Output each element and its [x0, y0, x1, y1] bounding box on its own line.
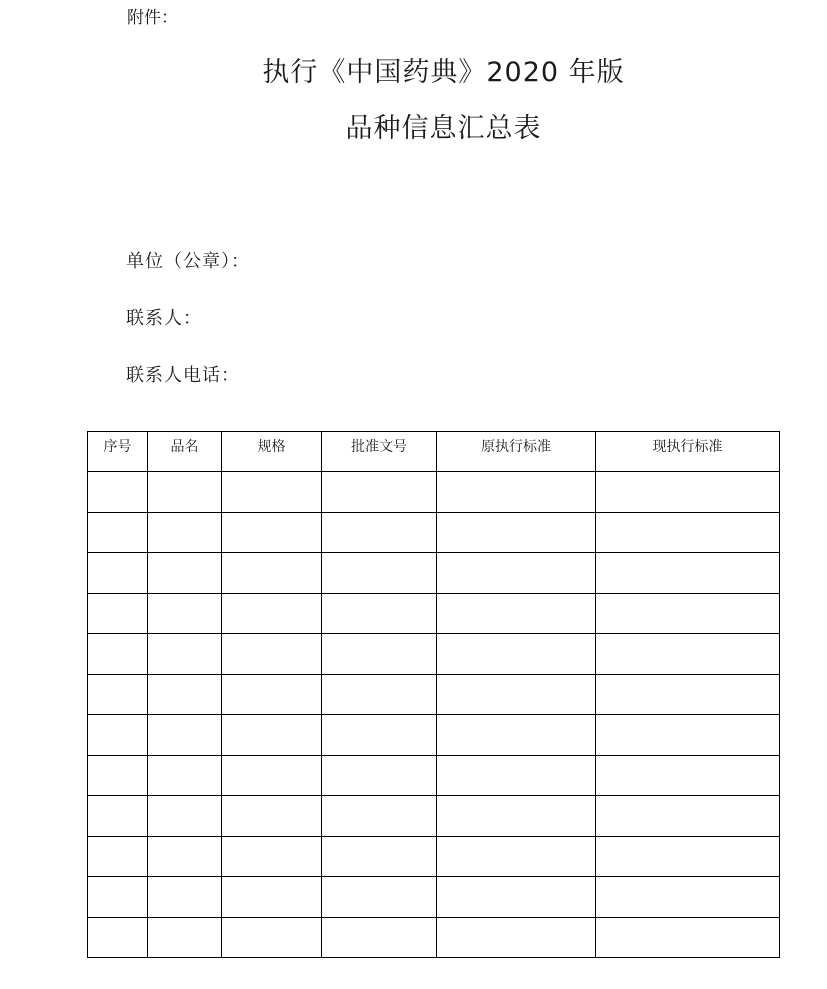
table-row: [88, 917, 780, 958]
header-product-name: 品名: [148, 432, 222, 472]
table-cell[interactable]: [148, 836, 222, 877]
table-cell[interactable]: [222, 553, 322, 594]
table-row: [88, 674, 780, 715]
table-cell[interactable]: [596, 877, 780, 918]
table-row: [88, 512, 780, 553]
table-cell[interactable]: [596, 715, 780, 756]
table-cell[interactable]: [222, 917, 322, 958]
table-cell[interactable]: [88, 917, 148, 958]
table-cell[interactable]: [222, 796, 322, 837]
table-cell[interactable]: [222, 877, 322, 918]
table-cell[interactable]: [322, 472, 437, 513]
table-cell[interactable]: [222, 472, 322, 513]
table-cell[interactable]: [437, 674, 596, 715]
table-cell[interactable]: [437, 634, 596, 675]
table-cell[interactable]: [322, 674, 437, 715]
table-row: [88, 755, 780, 796]
table-cell[interactable]: [322, 634, 437, 675]
table-cell[interactable]: [148, 472, 222, 513]
table-cell[interactable]: [596, 512, 780, 553]
attachment-label: 附件：: [127, 8, 178, 28]
header-current-standard: 现执行标准: [596, 432, 780, 472]
table-cell[interactable]: [322, 877, 437, 918]
table-cell[interactable]: [596, 836, 780, 877]
document-subtitle: 品种信息汇总表: [345, 113, 542, 144]
table-cell[interactable]: [222, 512, 322, 553]
table-cell[interactable]: [88, 715, 148, 756]
table-cell[interactable]: [148, 512, 222, 553]
table-row: [88, 715, 780, 756]
table-cell[interactable]: [596, 634, 780, 675]
table-cell[interactable]: [148, 593, 222, 634]
table-cell[interactable]: [88, 512, 148, 553]
header-specification: 规格: [222, 432, 322, 472]
table-row: [88, 472, 780, 513]
header-original-standard: 原执行标准: [437, 432, 596, 472]
header-serial-number: 序号: [88, 432, 148, 472]
table-cell[interactable]: [88, 755, 148, 796]
table-cell[interactable]: [322, 593, 437, 634]
table-cell[interactable]: [148, 917, 222, 958]
table-cell[interactable]: [596, 796, 780, 837]
table-cell[interactable]: [596, 472, 780, 513]
table-cell[interactable]: [596, 917, 780, 958]
table-cell[interactable]: [437, 472, 596, 513]
table-cell[interactable]: [322, 755, 437, 796]
table-cell[interactable]: [437, 877, 596, 918]
table-cell[interactable]: [322, 796, 437, 837]
table-cell[interactable]: [222, 715, 322, 756]
table-cell[interactable]: [437, 512, 596, 553]
table-cell[interactable]: [88, 796, 148, 837]
table-row: [88, 796, 780, 837]
table-body: [88, 472, 780, 958]
table-cell[interactable]: [437, 836, 596, 877]
table-cell[interactable]: [596, 553, 780, 594]
table-cell[interactable]: [437, 593, 596, 634]
table-cell[interactable]: [437, 917, 596, 958]
summary-table: [87, 431, 780, 958]
table-cell[interactable]: [437, 553, 596, 594]
table-cell[interactable]: [88, 472, 148, 513]
table-cell[interactable]: [148, 634, 222, 675]
table-cell[interactable]: [148, 877, 222, 918]
table-cell[interactable]: [88, 593, 148, 634]
table-cell[interactable]: [437, 796, 596, 837]
table-cell[interactable]: [322, 917, 437, 958]
phone-field-label: 联系人电话：: [126, 365, 240, 386]
table-cell[interactable]: [322, 553, 437, 594]
table-row: [88, 553, 780, 594]
unit-field-label: 单位（公章）：: [126, 251, 250, 272]
table-cell[interactable]: [148, 674, 222, 715]
table-row: [88, 877, 780, 918]
table-cell[interactable]: [322, 715, 437, 756]
document-title: 执行《中国药典》2020 年版: [262, 57, 625, 88]
table-cell[interactable]: [596, 755, 780, 796]
table-cell[interactable]: [222, 634, 322, 675]
table-cell[interactable]: [222, 593, 322, 634]
table-cell[interactable]: [88, 553, 148, 594]
table-cell[interactable]: [148, 715, 222, 756]
table-row: [88, 634, 780, 675]
table-cell[interactable]: [88, 836, 148, 877]
table-cell[interactable]: [88, 674, 148, 715]
contact-field-label: 联系人：: [126, 308, 202, 329]
table-header-row: [88, 432, 780, 472]
table-cell[interactable]: [322, 512, 437, 553]
table-cell[interactable]: [222, 755, 322, 796]
table-cell[interactable]: [437, 755, 596, 796]
table-cell[interactable]: [322, 836, 437, 877]
table-cell[interactable]: [88, 877, 148, 918]
header-approval-number: 批准文号: [322, 432, 437, 472]
table-row: [88, 593, 780, 634]
table-cell[interactable]: [148, 553, 222, 594]
table-cell[interactable]: [222, 674, 322, 715]
table-cell[interactable]: [596, 593, 780, 634]
table-cell[interactable]: [148, 755, 222, 796]
table-cell[interactable]: [596, 674, 780, 715]
table-cell[interactable]: [437, 715, 596, 756]
table-cell[interactable]: [222, 836, 322, 877]
table-row: [88, 836, 780, 877]
table-cell[interactable]: [148, 796, 222, 837]
table-cell[interactable]: [88, 634, 148, 675]
